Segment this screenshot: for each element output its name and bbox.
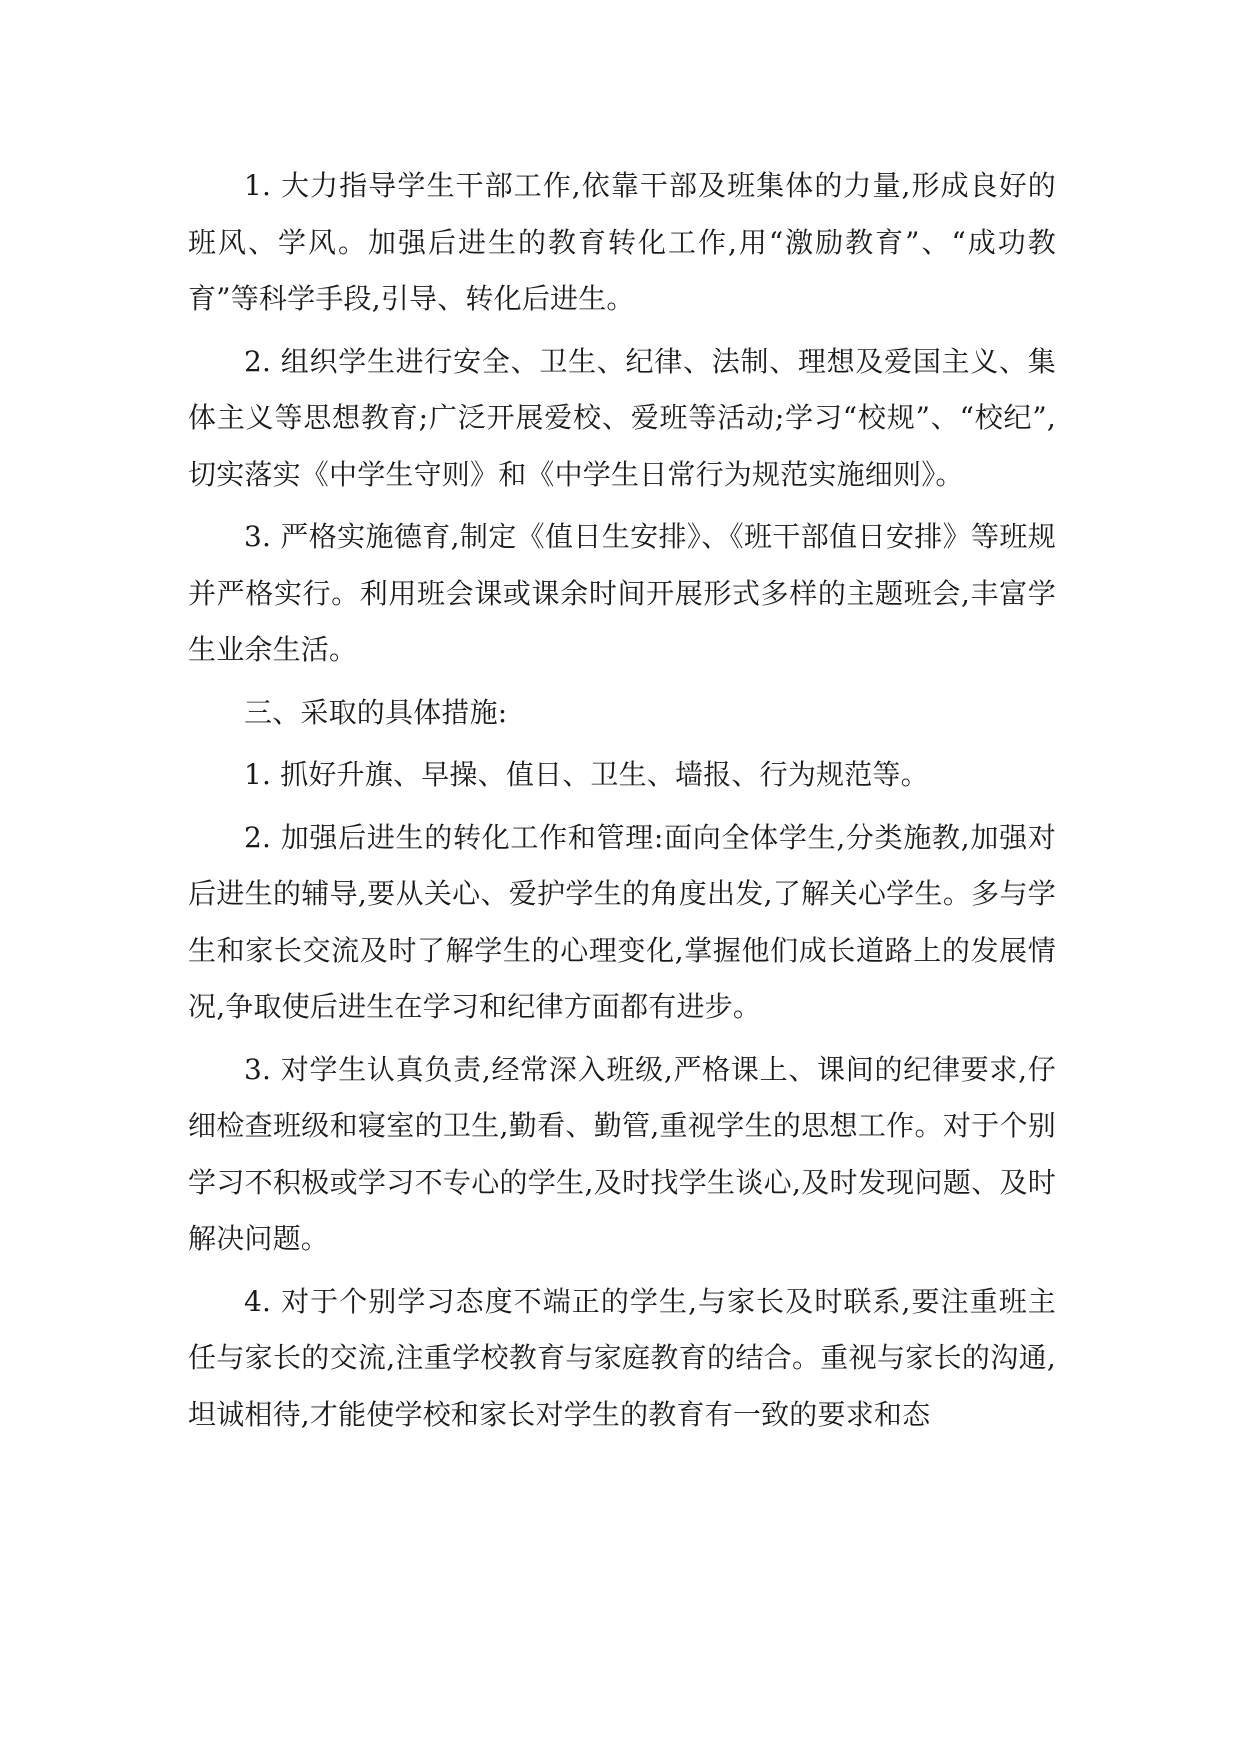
paragraph-responsibility: 3. 对学生认真负责,经常深入班级,严格课上、课间的纪律要求,仔细检查班级和寝室的卫生,勤看、勤管,重视学生的思想工作。对于个别学习不积极或学习不专心的学生,及时找学生谈心,及时发现问题、及时解决问题。: [188, 1052, 1056, 1255]
paragraph-class-rules: 3. 严格实施德育,制定《值日生安排》、《班干部值日安排》等班规并严格实行。利用班会课或课余时间开展形式多样的主题班会,丰富学生业余生活。: [188, 520, 1056, 666]
section-heading-measures: 三、采取的具体措施:: [244, 695, 508, 729]
paragraph-daily-routine: 1. 抓好升旗、早操、值日、卫生、墙报、行为规范等。: [244, 758, 929, 791]
paragraph-leadership: 1. 大力指导学生干部工作,依靠干部及班集体的力量,形成良好的班风、学风。加强后进生的教育转化工作,用“激励教育”、“成功教育”等科学手段,引导、转化后进生。: [188, 169, 1056, 315]
paragraph-parent-communication: 4. 对于个别学习态度不端正的学生,与家长及时联系,要注重班主任与家长的交流,注重学校教育与家庭教育的结合。重视与家长的沟通,坦诚相待,才能使学校和家长对学生的教育有一致的要求和态: [188, 1284, 1056, 1431]
paragraph-moral-education: 2. 组织学生进行安全、卫生、纪律、法制、理想及爱国主义、集体主义等思想教育;广泛开展爱校、爱班等活动;学习“校规”、“校纪”,切实落实《中学生守则》和《中学生日常行为规范实施细则》。: [188, 344, 1056, 491]
paragraph-struggling-students: 2. 加强后进生的转化工作和管理:面向全体学生,分类施教,加强对后进生的辅导,要从关心、爱护学生的角度出发,了解关心学生。多与学生和家长交流及时了解学生的心理变化,掌握他们成长道路上的发展情况,争取使后进生在学习和纪律方面都有进步。: [188, 820, 1056, 1023]
document-page: [188, 158, 1056, 1449]
